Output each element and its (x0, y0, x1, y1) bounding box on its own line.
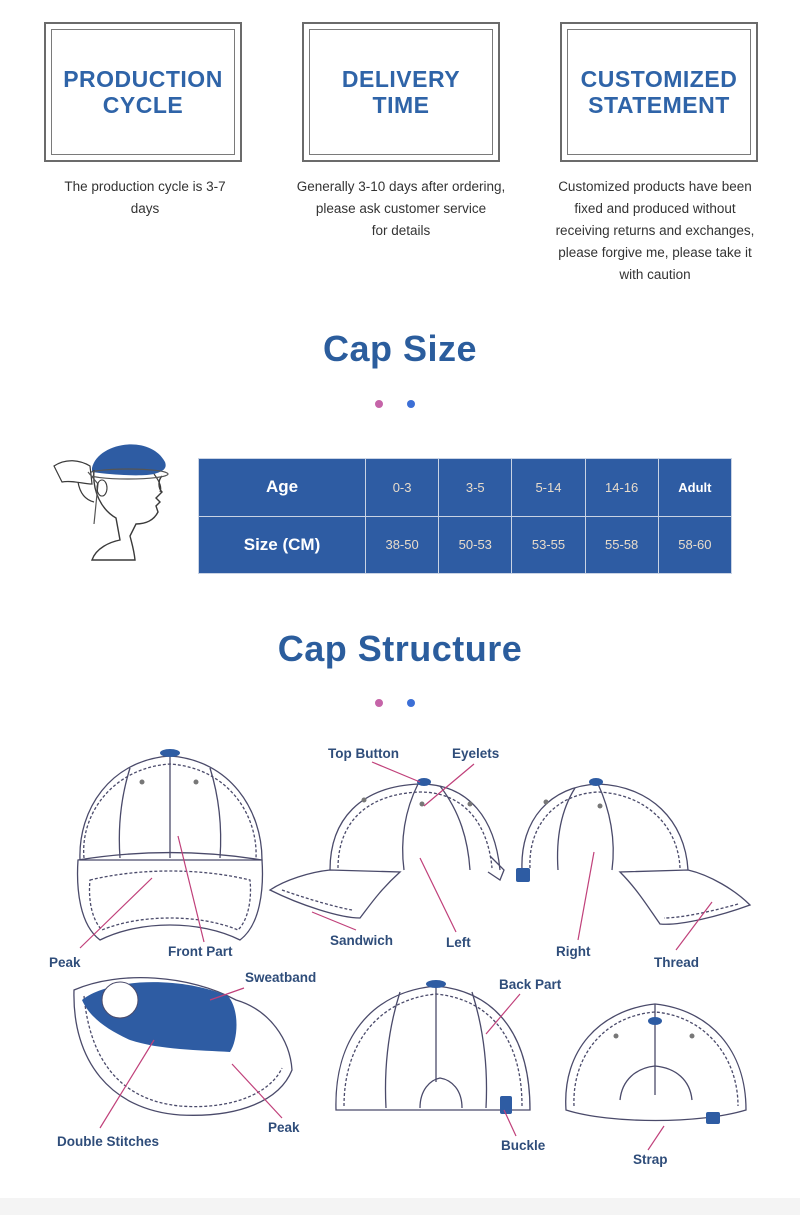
cap-size-heading: Cap Size (322, 328, 478, 369)
dot-blue (407, 400, 415, 408)
head-measure-illustration (50, 432, 180, 562)
age-row-label: Age (199, 459, 366, 517)
production-cycle-text: The production cycle is 3-7 days (64, 179, 226, 216)
label-buckle: Buckle (501, 1138, 546, 1153)
cap-right-view (522, 784, 688, 870)
label-right: Right (556, 944, 591, 959)
age-cell: Adult (658, 459, 731, 517)
cap-structure-heading: Cap Structure (277, 628, 523, 669)
table-row (199, 516, 732, 574)
footer-band (0, 1198, 800, 1215)
label-back-part: Back Part (499, 977, 562, 992)
label-thread: Thread (654, 955, 700, 970)
strap-buckle-blue (706, 1112, 720, 1124)
size-cell: 58-60 (658, 516, 731, 574)
delivery-time-title: DELIVERY TIME (341, 66, 461, 118)
age-cell: 3-5 (439, 459, 512, 517)
top-button-cap3 (589, 778, 603, 786)
size-cell: 53-55 (512, 516, 585, 574)
info-box-delivery-time (302, 22, 500, 162)
cap-back-view (336, 986, 530, 1110)
dot-pink (375, 699, 383, 707)
age-cell: 5-14 (512, 459, 585, 517)
buckle-blue (500, 1096, 512, 1114)
label-top-button: Top Button (328, 746, 399, 761)
age-cell: 14-16 (585, 459, 658, 517)
cap-front-view (80, 756, 262, 860)
label-sandwich: Sandwich (330, 933, 394, 948)
info-box-production-cycle (44, 22, 242, 162)
dot-blue (407, 699, 415, 707)
label-double-stitches: Double Stitches (57, 1134, 160, 1149)
production-cycle-title: PRODUCTION CYCLE (63, 66, 223, 118)
delivery-time-text: Generally 3-10 days after ordering, please ask customer service for details (296, 179, 506, 238)
label-left: Left (446, 935, 471, 950)
customized-statement-title: CUSTOMIZED STATEMENT (580, 66, 738, 118)
dot-pink (375, 400, 383, 408)
top-button-cap5 (426, 980, 446, 988)
customized-statement-text: Customized products have been fixed and produced without receiving returns and exchanges, please forgive me, please take it with caution (555, 179, 755, 282)
label-sweatband: Sweatband (245, 970, 317, 985)
top-button-cap6 (648, 1017, 662, 1025)
size-table (198, 458, 732, 574)
label-eyelets: Eyelets (452, 746, 500, 761)
size-cell: 50-53 (439, 516, 512, 574)
info-box-customized-statement (560, 22, 758, 162)
cap-left-view (330, 784, 500, 870)
label-strap: Strap (633, 1152, 668, 1167)
size-cell: 38-50 (366, 516, 439, 574)
label-front-part: Front Part (168, 944, 233, 959)
table-row (199, 459, 732, 517)
label-peak: Peak (49, 955, 81, 970)
top-button-cap1 (160, 749, 180, 757)
age-cell: 0-3 (366, 459, 439, 517)
size-row-label: Size (CM) (199, 516, 366, 574)
label-peak-inside: Peak (268, 1120, 300, 1135)
size-cell: 55-58 (585, 516, 658, 574)
